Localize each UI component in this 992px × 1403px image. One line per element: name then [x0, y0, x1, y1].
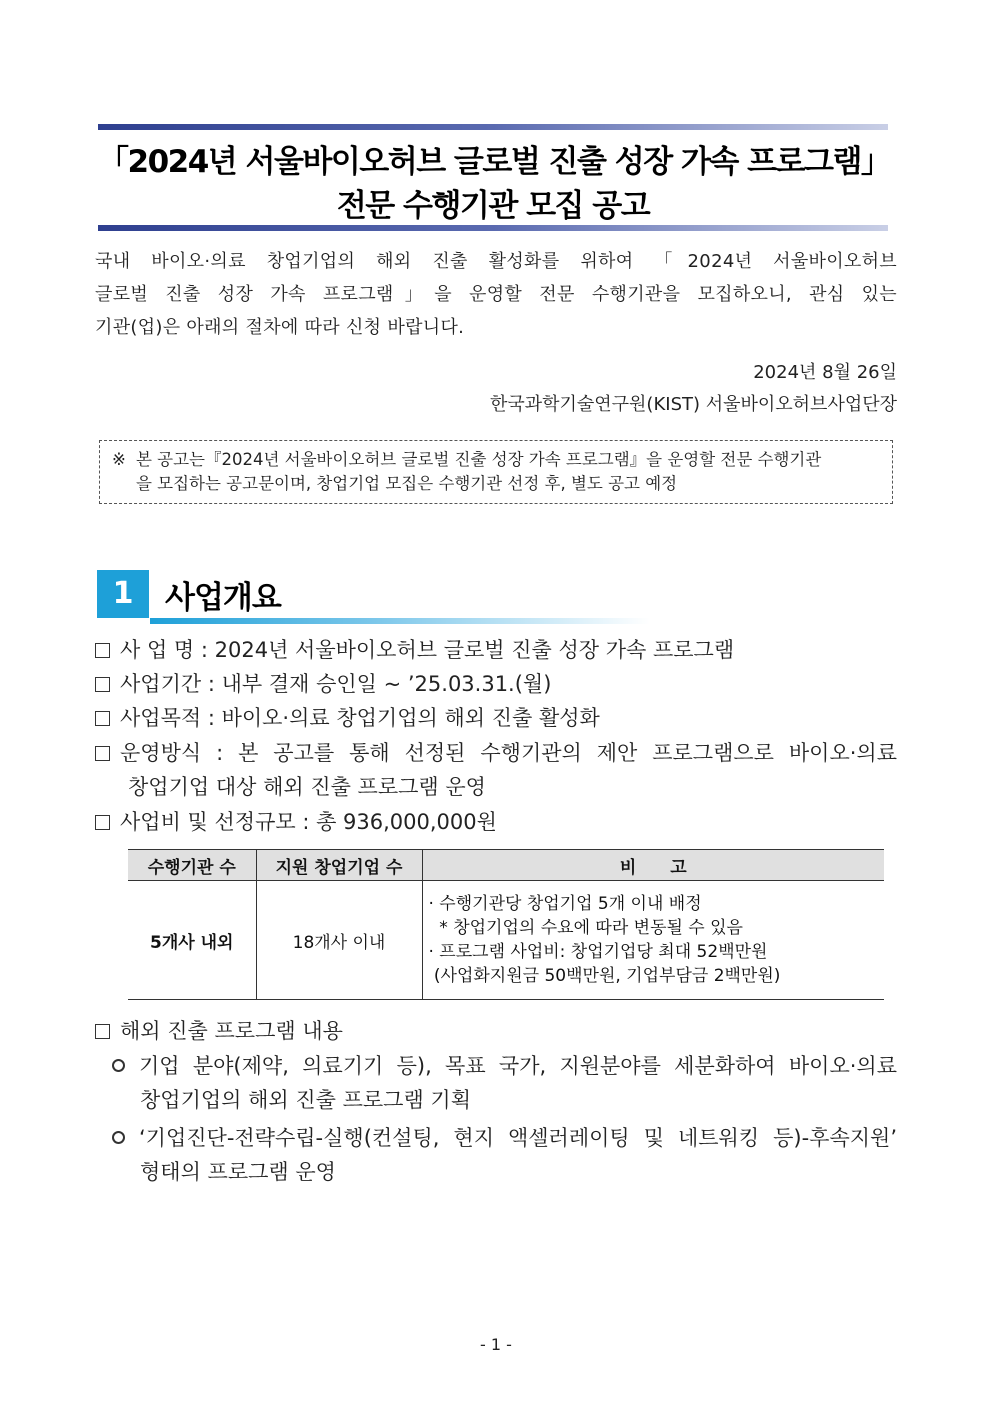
section-title: 사업개요: [165, 580, 281, 616]
sub-item-text: 기업 분야(제약, 의료기기 등), 목표 국가, 지원분야를 세분화하여 바이오·의료: [139, 1054, 897, 1078]
square-bullet-icon: [95, 677, 110, 692]
page-title-line2: 전문 수행기관 모집 공고: [336, 188, 650, 224]
sub-item-text-continued: 형태의 프로그램 운영: [140, 1160, 336, 1184]
item-text-continued: 창업기업 대상 해외 진출 프로그램 운영: [128, 775, 486, 799]
item-text: 해외 진출 프로그램 내용: [120, 1019, 343, 1043]
issuing-organization: 한국과학기술연구원(KIST) 서울바이오허브사업단장: [489, 394, 897, 415]
header-remarks: 비 고: [422, 850, 884, 881]
item-business-period: [95, 667, 897, 701]
remark-line: · 프로그램 사업비: 창업기업당 최대 52백만원: [428, 942, 768, 962]
page-title-line1: 「2024년 서울바이오허브 글로벌 진출 성장 가속 프로그램」: [98, 144, 891, 180]
remark-line: * 창업기업의 수요에 따라 변동될 수 있음: [428, 918, 743, 938]
sub-item-text-continued: 창업기업의 해외 진출 프로그램 기획: [140, 1088, 471, 1112]
item-business-purpose: [95, 701, 897, 735]
item-text: 사업비 및 선정규모 : 총 936,000,000원: [120, 810, 497, 834]
program-sub-item: [112, 1121, 897, 1189]
item-business-name: [95, 633, 897, 667]
remark-line: · 수행기관당 창업기업 5개 이내 배정: [428, 894, 702, 914]
header-startups: 지원 창업기업 수: [256, 850, 422, 881]
table-row: [128, 881, 884, 1000]
circle-bullet-icon: [112, 1059, 125, 1072]
cell-agencies: 5개사 내외: [128, 881, 256, 1000]
title-top-rule: [98, 124, 888, 130]
item-text: 운영방식 : 본 공고를 통해 선정된 수행기관의 제안 프로그램으로 바이오·의료: [120, 741, 897, 765]
item-operation-method: [95, 736, 897, 804]
notice-line: 본 공고는『2024년 서울바이오허브 글로벌 진출 성장 가속 프로그램』을 운영할 전문 수행기관: [136, 450, 822, 469]
announcement-date: 2024년 8월 26일: [753, 362, 897, 383]
square-bullet-icon: [95, 711, 110, 726]
section-number-badge: 1: [97, 570, 149, 618]
title-bottom-rule: [98, 225, 888, 231]
item-text: 사업목적 : 바이오·의료 창업기업의 해외 진출 활성화: [120, 706, 600, 730]
cell-startups: 18개사 이내: [256, 881, 422, 1000]
program-sub-item: [112, 1049, 897, 1117]
circle-bullet-icon: [112, 1131, 125, 1144]
section-underline: [150, 618, 650, 624]
intro-line: 국내 바이오·의료 창업기업의 해외 진출 활성화를 위하여 「2024년 서울바이오허브: [95, 251, 897, 272]
budget-table: [128, 849, 884, 1000]
header-agencies: 수행기관 수: [128, 850, 256, 881]
square-bullet-icon: [95, 643, 110, 658]
remark-line: (사업화지원금 50백만원, 기업부담금 2백만원): [428, 966, 781, 986]
item-text: 사업기간 : 내부 결재 승인일 ~ ’25.03.31.(월): [120, 672, 552, 696]
notice-box: [99, 440, 893, 504]
square-bullet-icon: [95, 815, 110, 830]
notice-line: 을 모집하는 공고문이며, 창업기업 모집은 수행기관 선정 후, 별도 공고 예정: [136, 474, 678, 493]
item-text: 사 업 명 : 2024년 서울바이오허브 글로벌 진출 성장 가속 프로그램: [120, 638, 735, 662]
table-header-row: [128, 850, 884, 881]
reference-mark-icon: ※: [112, 450, 126, 469]
page-number: - 1 -: [480, 1335, 512, 1354]
item-program-heading: [95, 1014, 897, 1048]
intro-line: 기관(업)은 아래의 절차에 따라 신청 바랍니다.: [95, 317, 465, 338]
square-bullet-icon: [95, 746, 110, 761]
intro-paragraph: [95, 245, 897, 344]
square-bullet-icon: [95, 1024, 110, 1039]
item-budget: [95, 805, 897, 839]
sub-item-text: ‘기업진단-전략수립-실행(컨설팅, 현지 액셀러레이팅 및 네트워킹 등)-후속지원’: [139, 1126, 897, 1150]
cell-remarks: [422, 881, 884, 1000]
intro-line: 글로벌 진출 성장 가속 프로그램」을 운영할 전문 수행기관을 모집하오니, 관심 있는: [95, 284, 897, 305]
